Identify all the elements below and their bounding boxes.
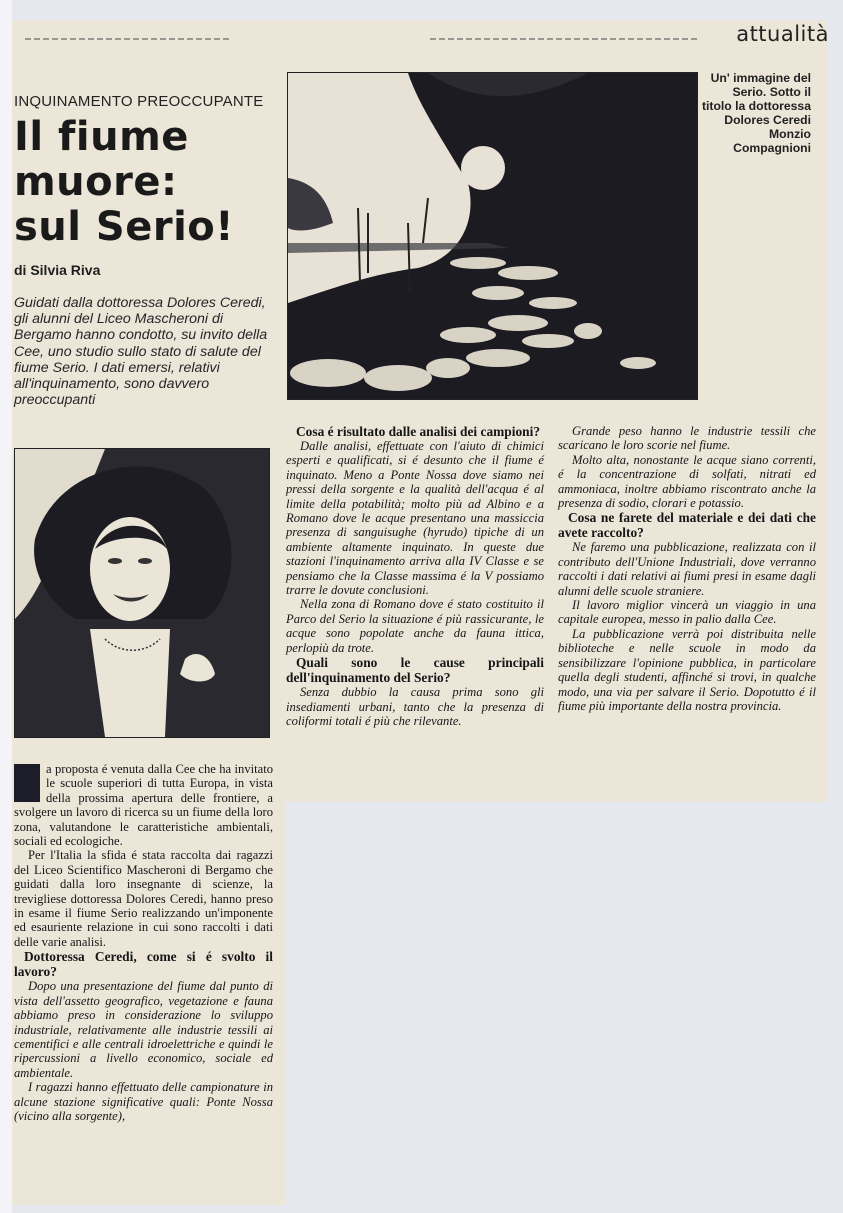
interview-question: Dottoressa Ceredi, come si é svolto il lavoro? bbox=[14, 949, 273, 980]
photo-caption: Un' immagine del Serio. Sotto il titolo la dottoressa Dolores Ceredi Monzio Compagnioni bbox=[701, 71, 811, 155]
interview-question: Cosa ne farete del materiale e dei dati che avete raccolto? bbox=[558, 510, 816, 541]
paragraph-text: a proposta é venuta dalla Cee che ha invitato le scuole superiori di tutta Europa, in vista della prossima apertura delle frontiere, a svolgere un lavoro di ricerca su un fiume della loro zona, valutandone le caratteristiche ambientali, sociali ed ecologiche. bbox=[14, 762, 273, 849]
portrait-photo-graphic bbox=[15, 449, 269, 737]
interview-answer: Ne faremo una pubblicazione, realizzata con il contributo dell'Unione Industriali, dove verranno raccolti i dati relativi ai fiumi presi in esame dagli alunni delle scuole straniere. bbox=[558, 540, 816, 598]
scanner-edge bbox=[0, 0, 12, 1213]
section-tag: attualità bbox=[736, 22, 829, 46]
header-rule-left bbox=[25, 38, 230, 40]
article-column-2 bbox=[286, 424, 544, 728]
interview-question: Cosa é risultato dalle analisi dei campioni? bbox=[296, 424, 541, 439]
header-rule-right bbox=[430, 38, 700, 40]
headline-line: Il fiume bbox=[14, 114, 189, 160]
headline-line: sul Serio! bbox=[14, 204, 235, 250]
standfirst: Guidati dalla dottoressa Dolores Ceredi, gli alunni del Liceo Mascheroni di Bergamo hanno condotto, su invito della Cee, uno studio sullo stato di salute del fiume Serio. I dati emersi, relativi all'inquinamento, sono davvero preoccupanti bbox=[14, 295, 268, 409]
headline bbox=[14, 115, 274, 250]
interview-answer: Il lavoro miglior vincerà un viaggio in una capitale europea, messo in palio dalla Cee. bbox=[558, 598, 816, 627]
dropcap-l: L bbox=[14, 764, 40, 802]
interview-answer: Dopo una presentazione del fiume dal punto di vista dell'assetto geografico, vegetazione e fauna abbiamo preso in considerazione lo sviluppo industriale, relativamente alle industrie tessili ai cementifici e alle centrali idroelettriche e quindi le ripercussioni a livello economico, sociale ed ambientale. bbox=[14, 979, 273, 1080]
interview-answer: I ragazzi hanno effettuato delle campionature in alcune stazione significative quali: Ponte Nossa (vicino alla sorgente), bbox=[14, 1080, 273, 1123]
article-column-3 bbox=[558, 424, 816, 713]
interview-answer: Grande peso hanno le industrie tessili che scaricano le loro scorie nel fiume. bbox=[558, 424, 816, 453]
paragraph bbox=[14, 762, 273, 848]
portrait-photo bbox=[14, 448, 270, 738]
article-column-1 bbox=[14, 762, 273, 1123]
interview-answer: Nella zona di Romano dove é stato costituito il Parco del Serio la situazione é più rassicurante, le acque sono popolate anche da fauna ittica, perlopiù da trote. bbox=[286, 597, 544, 655]
river-photo-graphic bbox=[288, 73, 697, 399]
interview-answer: La pubblicazione verrà poi distribuita nelle biblioteche e nelle scuole in modo da sensibilizzare l'opinione pubblica, in particolare quella degli studenti, affinché si trovi, in qualche modo, una via per salvare il Serio. Dopotutto é il fiume più importante della nostra provincia. bbox=[558, 626, 816, 713]
interview-answer: Senza dubbio la causa prima sono gli insediamenti urbani, tanto che la presenza di coliformi totali é più che rilevante. bbox=[286, 685, 544, 728]
interview-question: Quali sono le cause principali dell'inquinamento del Serio? bbox=[286, 655, 544, 686]
headline-line: muore: bbox=[14, 159, 178, 205]
river-photo bbox=[287, 72, 698, 400]
interview-answer: Dalle analisi, effettuate con l'aiuto di chimici esperti e qualificati, si é desunto che il fiume é inquinato. Meno a Ponte Nossa dove siamo nei pressi della sorgente e la qualità dell'acqua é al limite della potabilità; molto più ad Albino e a Romano dove le acque presentano una massiccia presenza di sanguisughe (hyrudo) tipiche di un ambiente altamente inquinato. In queste due stazioni l'inquinamento arriva alla IV Classe e se pensiamo che la Classe massima é la V possiamo trarre le dovute conclusioni. bbox=[286, 439, 544, 598]
kicker: INQUINAMENTO PREOCCUPANTE bbox=[14, 93, 264, 110]
byline: di Silvia Riva bbox=[14, 262, 101, 278]
interview-answer: Molto alta, nonostante le acque siano correnti, é la concentrazione di solfati, nitrati ed ammoniaca, inoltre abbiamo riscontrato anche la presenza di sodio, clorari e potassio. bbox=[558, 452, 816, 511]
paragraph: Per l'Italia la sfida é stata raccolta dai ragazzi del Liceo Scientifico Mascheroni di Bergamo che guidati dalla loro insegnante di scienze, la trevigliese dottoressa Dolores Ceredi, hanno preso in esame il fiume Serio realizzando un'imponente ed esauriente relazione in cui sono raccolti i dati delle varie analisi. bbox=[14, 848, 273, 949]
